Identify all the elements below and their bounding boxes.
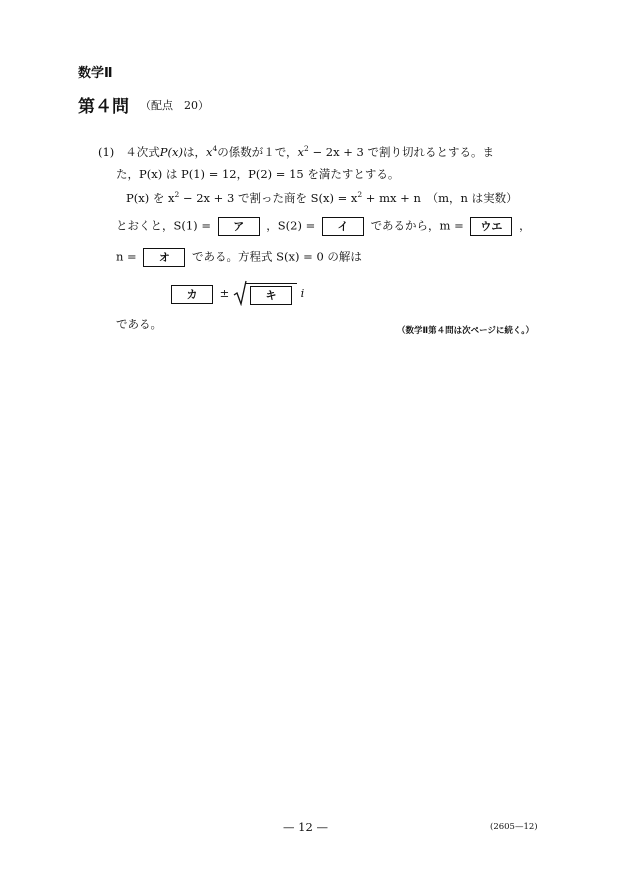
math-x: x <box>205 145 213 159</box>
math-px: P(x) <box>159 145 183 159</box>
text: は， <box>182 145 206 159</box>
text: n = <box>116 249 137 264</box>
problem-line-2: た，P(x) は P(1) = 12，P(2) = 15 を満たすとする。 <box>116 167 400 181</box>
text: + mx + n （m，n は実数） <box>362 191 518 205</box>
text: である。方程式 S(x) = 0 の解は <box>192 249 362 264</box>
text: の係数が１で， <box>217 145 298 159</box>
answer-box-a[interactable]: ア <box>218 217 260 236</box>
problem-line-1 <box>98 144 494 160</box>
answer-box-o[interactable]: オ <box>143 248 185 267</box>
text: − 2x + 3 で割り切れるとする。ま <box>308 145 494 159</box>
subject-heading: 数学Ⅱ <box>78 66 113 81</box>
problem-line-5 <box>116 248 362 267</box>
question-title: 第４問 <box>78 97 129 117</box>
imaginary-unit: i <box>300 286 305 300</box>
points-label: （配点 20） <box>140 99 209 112</box>
radical-sign-icon <box>233 280 247 306</box>
exponent: 2 <box>174 190 180 199</box>
text: ，S(2) = <box>266 218 316 233</box>
math-x: x <box>297 145 305 159</box>
page-code: (2605—12) <box>490 822 538 832</box>
answer-box-ki[interactable]: キ <box>250 286 292 305</box>
plus-minus-sign: ± <box>219 286 230 300</box>
continuation-note: （数学Ⅱ第４問は次ページに続く。） <box>396 326 534 336</box>
exponent: 2 <box>304 144 309 153</box>
answer-box-ka[interactable]: カ <box>171 285 213 304</box>
page-number: — 12 — <box>283 820 328 834</box>
solution-expression <box>168 283 304 305</box>
exponent: 2 <box>357 190 363 199</box>
exponent: 4 <box>212 144 218 153</box>
problem-line-4 <box>116 217 531 236</box>
problem-line-3 <box>126 190 518 206</box>
square-root <box>233 283 297 305</box>
text: P(x) を x <box>126 191 175 205</box>
text: とおくと，S(1) = <box>116 218 211 233</box>
text: ４次式 <box>125 145 160 159</box>
text: − 2x + 3 で割った商を S(x) = x <box>179 191 358 205</box>
answer-box-i[interactable]: イ <box>322 217 364 236</box>
problem-line-7: である。 <box>116 317 162 331</box>
text: ， <box>519 218 531 233</box>
problem-number: (1) <box>98 145 115 159</box>
answer-box-ue[interactable]: ウエ <box>470 217 512 236</box>
text: であるから，m = <box>370 218 464 233</box>
